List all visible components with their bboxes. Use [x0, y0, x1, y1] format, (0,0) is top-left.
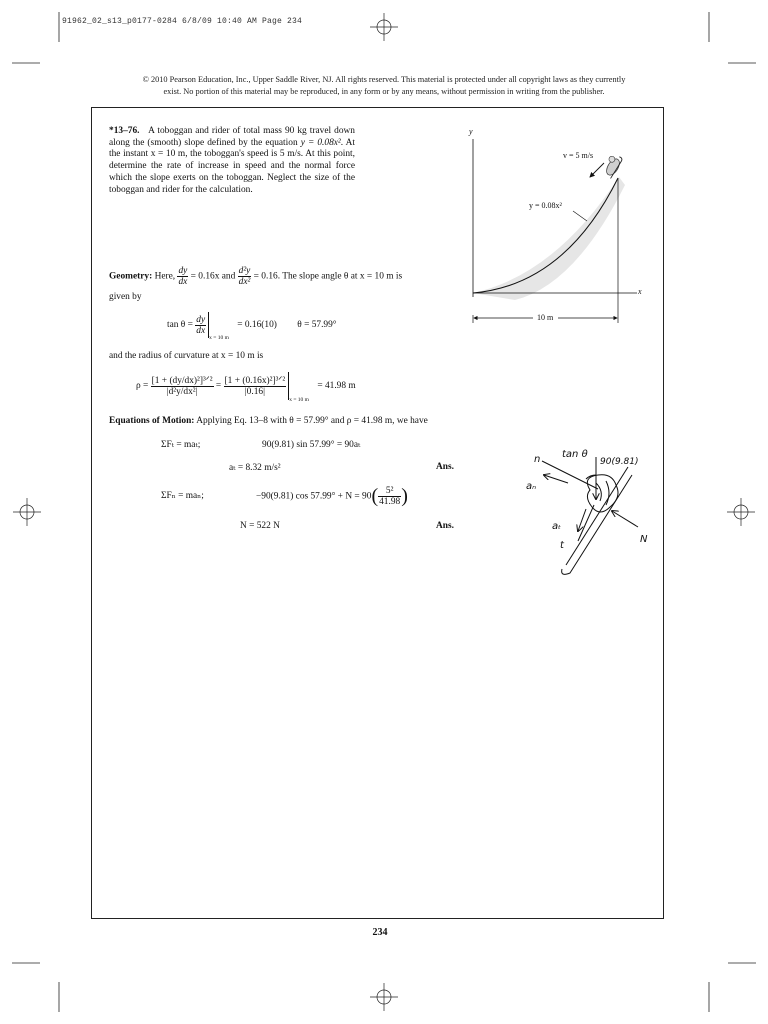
eq2-fraction: $\frac{\text{5²}}{41.98}$	[379, 486, 401, 507]
fbd-label-an: aₙ	[526, 481, 537, 492]
first-derivative-value: = 0.16x	[190, 271, 220, 282]
tan-lhs: tan θ =	[167, 320, 193, 331]
eom-line	[109, 416, 428, 426]
fbd-label-weight: 90(9.81)	[600, 457, 639, 467]
registration-mark-left	[13, 498, 41, 526]
eq2-rhs: −90(9.81) cos 57.99° + N = 90	[256, 491, 372, 502]
fbd-label-t: t	[560, 540, 564, 551]
first-derivative-fraction: $\frac{dy}{dx}$	[178, 266, 188, 287]
problem-text-2: . At the instant x = 10 m, the toboggan's speed is 5 m/s. At this point, determine the rate of increase in speed and the normal force which the slope exerts on the toboggan. Neglect the size of the toboggan and rider for the calculation.	[109, 137, 356, 195]
second-derivative-value: = 0.16. The slope angle θ at x = 10 m is	[253, 271, 403, 282]
rho-fraction-specific: $\frac{\text{[1 + (0.16x)²]³ᐟ²}}{|0.16|}$	[224, 375, 286, 397]
x-axis-label: x	[638, 287, 642, 296]
velocity-label: v = 5 m/s	[563, 151, 594, 160]
eq2-result: N = 522 N	[240, 521, 280, 531]
copyright-line-1: © 2010 Pearson Education, Inc., Upper Saddle River, NJ. All rights reserved. This material is protected under all copyright laws as they currently	[142, 75, 626, 84]
velocity-arrow	[590, 163, 604, 177]
rho-lhs: ρ =	[136, 381, 149, 392]
answer-2-label: Ans.	[436, 521, 454, 531]
tan-theta-equation	[167, 312, 337, 341]
answer-1-label: Ans.	[436, 462, 454, 472]
toboggan-rider-icon	[600, 152, 623, 179]
rho-equals: =	[215, 381, 222, 392]
y-axis-label: y	[469, 127, 473, 136]
geometry-line	[109, 266, 402, 287]
problem-number: *13–76.	[109, 126, 140, 136]
curve-equation-label: y = 0.08x²	[529, 201, 562, 210]
eom-text: Applying Eq. 13–8 with θ = 57.99° and ρ = 41.98 m, we have	[196, 416, 428, 426]
theta-value: θ = 57.99°	[297, 320, 337, 331]
slope-shading	[473, 177, 625, 300]
page-number: 234	[372, 927, 388, 938]
and-word: and	[221, 271, 236, 282]
eq1-result: aₜ = 8.32 m/s²	[229, 463, 281, 473]
registration-mark-top	[370, 13, 398, 41]
eom-heading: Equations of Motion:	[109, 416, 195, 426]
problem-text-1: A toboggan and rider of total mass 90 kg travel down along the (smooth) slope defined by the equation	[109, 126, 355, 148]
fbd-labels	[520, 445, 670, 575]
dimension-label: 10 m	[537, 313, 554, 322]
fbd-label-N: N	[640, 534, 648, 545]
given-by-text: given by	[109, 292, 142, 302]
radius-equation	[136, 372, 356, 403]
geometry-heading: Geometry:	[109, 271, 153, 282]
rho-fraction-general: $\frac{\text{[1 + (dy/dx)²]³ᐟ²}}{\text{|d²y/dx²|}}$	[151, 375, 213, 397]
eq2-rhs-group: −90(9.81) cos 57.99° + N = 90( $\frac{\text{5²}}{41.98}$ )	[256, 485, 408, 507]
geometry-here: Here,	[154, 271, 176, 282]
problem-statement	[109, 126, 355, 196]
tan-value: = 0.16(10)	[237, 320, 277, 331]
tan-eval-subscript: x = 10 m	[209, 335, 229, 342]
eq1-lhs: ΣFₜ = maₜ;	[161, 440, 201, 450]
rho-subscript: x = 10 m	[289, 397, 309, 404]
fbd-label-n: n	[534, 454, 541, 465]
radius-intro-text: and the radius of curvature at x = 10 m is	[109, 351, 264, 361]
eq1-rhs: 90(9.81) sin 57.99° = 90aₜ	[262, 440, 361, 450]
registration-mark-bottom	[370, 983, 398, 1011]
slope-figure	[455, 125, 655, 325]
copyright-line-2: exist. No portion of this material may be reproduced, in any form or by any means, without permission in writing from the publisher.	[163, 87, 605, 96]
fbd-label-tan: tan θ	[562, 449, 588, 460]
registration-mark-right	[727, 498, 755, 526]
eq2-lhs: ΣFₙ = maₙ;	[161, 491, 204, 501]
fbd-label-at: aₜ	[552, 521, 562, 532]
tan-derivative-fraction: $\frac{dy}{dx}$	[196, 314, 206, 336]
rho-value: = 41.98 m	[317, 381, 356, 392]
print-slug: 91962_02_s13_p0177-0284 6/8/09 10:40 AM Page 234	[62, 17, 303, 26]
problem-equation: y = 0.08x²	[300, 137, 341, 148]
second-derivative-fraction: $\frac{\text{d²y}}{\text{dx²}}$	[238, 266, 251, 287]
